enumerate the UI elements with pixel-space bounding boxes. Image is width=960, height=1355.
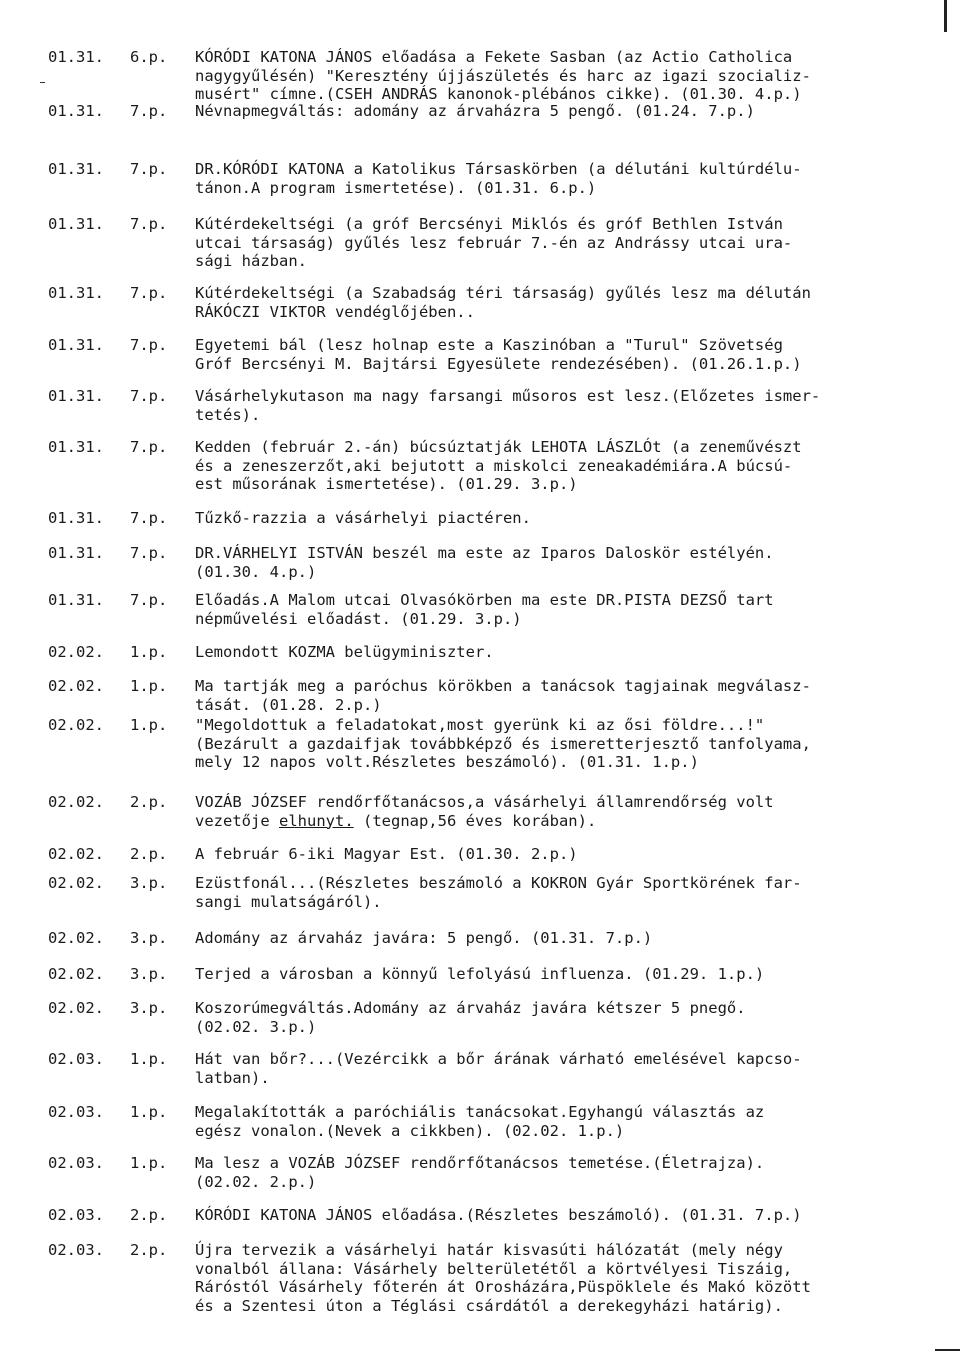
entry-text-line: Előadás.A Malom utcai Olvasókörben ma este DR.PISTA DEZSŐ tart xyxy=(195,591,774,609)
scan-edge-mark xyxy=(944,0,947,32)
entry-text xyxy=(195,215,930,271)
entry-text-line: Terjed a városban a könnyű lefolyású influenza. (01.29. 1.p.) xyxy=(195,965,765,983)
entry-text-line: "Megoldottuk a feladatokat,most gyerünk ki az ősi földre...!" xyxy=(195,716,765,734)
entry-date: 02.02. xyxy=(48,874,104,892)
entry-page: 1.p. xyxy=(130,1050,168,1068)
entry-date: 02.02. xyxy=(48,677,104,695)
entry-text-line: sangi mulatságáról). xyxy=(195,892,382,911)
entry-page: 2.p. xyxy=(130,1206,168,1224)
entry-text-line: Hát van bőr?...(Vezércikk a bőr árának várható emelésével kapcso- xyxy=(195,1050,802,1068)
entry-text xyxy=(195,1154,930,1191)
entry-text-line: (01.30. 4.p.) xyxy=(195,562,317,581)
entry-page: 1.p. xyxy=(130,716,168,734)
entry-page: 7.p. xyxy=(130,591,168,609)
entry-text xyxy=(195,677,930,714)
entry-date: 01.31. xyxy=(48,215,104,233)
entry-text-line: egész vonalon.(Nevek a cikkben). (02.02. 1.p.) xyxy=(195,1121,625,1140)
entry-text-line: tását. (01.28. 2.p.) xyxy=(195,695,382,714)
entry-text-line: (Bezárult a gazdaifjak továbbképző és ismeretterjesztő tanfolyama, xyxy=(195,734,811,753)
entry-date: 01.31. xyxy=(48,438,104,456)
entry-page: 7.p. xyxy=(130,438,168,456)
entry-text-line: KÓRÓDI KATONA JÁNOS előadása a Fekete Sasban (az Actio Catholica xyxy=(195,48,793,66)
entry-page: 7.p. xyxy=(130,544,168,562)
entry-date: 01.31. xyxy=(48,336,104,354)
entry-text-line: VOZÁB JÓZSEF rendőrfőtanácsos,a vásárhelyi államrendőrség volt xyxy=(195,793,774,811)
entry-text xyxy=(195,387,930,424)
entry-date: 02.03. xyxy=(48,1050,104,1068)
entry-text-line: nagygyűlésén) "Keresztény újjászületés és harc az igazi szocializ- xyxy=(195,66,811,85)
entry-text-line: és a Szentesi úton a Téglási csárdától a derekegyházi határig). xyxy=(195,1296,783,1315)
entry-page: 1.p. xyxy=(130,643,168,661)
entry-text-line: Gróf Bercsényi M. Bajtársi Egyesülete rendezésében). (01.26.1.p.) xyxy=(195,354,802,373)
entry-text xyxy=(195,544,930,581)
entry-text-line: utcai társaság) gyűlés lesz február 7.-én az Andrássy utcai ura- xyxy=(195,233,793,252)
margin-mark xyxy=(40,82,45,83)
entry-page: 7.p. xyxy=(130,336,168,354)
entry-page: 7.p. xyxy=(130,387,168,405)
entry-text-line: musért" címne.(CSEH ANDRÁS kanonok-plébános cikke). (01.30. 4.p.) xyxy=(195,85,802,103)
entry-text xyxy=(195,965,930,984)
entry-date: 01.31. xyxy=(48,102,104,120)
entry-page: 6.p. xyxy=(130,48,168,66)
entry-page: 1.p. xyxy=(130,1103,168,1121)
entry-text xyxy=(195,591,930,628)
entry-page: 2.p. xyxy=(130,1241,168,1259)
entry-text xyxy=(195,1103,930,1140)
entry-page: 3.p. xyxy=(130,929,168,947)
entry-page: 1.p. xyxy=(130,1154,168,1172)
entry-text-line: Ma lesz a VOZÁB JÓZSEF rendőrfőtanácsos temetése.(Életrajza). xyxy=(195,1154,765,1172)
scan-edge-mark xyxy=(935,1349,960,1351)
entry-date: 02.03. xyxy=(48,1154,104,1172)
entry-page: 7.p. xyxy=(130,215,168,233)
entry-text-line: Megalakították a paróchiális tanácsokat.Egyhangú választás az xyxy=(195,1103,765,1121)
entry-text-line: tetés). xyxy=(195,405,261,424)
entry-text-line: latban). xyxy=(195,1068,270,1087)
entry-text-line: DR.KÓRÓDI KATONA a Katolikus Társaskörben (a délutáni kultúrdélu- xyxy=(195,160,802,178)
entry-text-line: Névnapmegváltás: adomány az árvaházra 5 pengő. (01.24. 7.p.) xyxy=(195,102,755,120)
entry-date: 02.02. xyxy=(48,643,104,661)
entry-date: 01.31. xyxy=(48,509,104,527)
entry-text-line: Újra tervezik a vásárhelyi határ kisvasúti hálózatát (mely négy xyxy=(195,1241,783,1259)
entry-text xyxy=(195,1050,930,1087)
entry-text-line: Egyetemi bál (lesz holnap este a Kaszinóban a "Turul" Szövetség xyxy=(195,336,783,354)
entry-page: 3.p. xyxy=(130,999,168,1017)
entry-text-line: DR.VÁRHELYI ISTVÁN beszél ma este az Iparos Daloskör estélyén. xyxy=(195,544,774,562)
entry-date: 02.03. xyxy=(48,1206,104,1224)
entry-date: 02.02. xyxy=(48,999,104,1017)
entry-text xyxy=(195,1241,930,1315)
entry-text-line: Tűzkő-razzia a vásárhelyi piactéren. xyxy=(195,509,531,527)
entry-text-line: Ráróstól Vásárhely főterén át Orosházára,Püspöklele és Makó között xyxy=(195,1278,811,1296)
entry-date: 01.31. xyxy=(48,387,104,405)
entry-text xyxy=(195,509,930,528)
entry-text-line: vonalból állana: Vásárhely belterületétől a körtvélyesi Tiszáig, xyxy=(195,1259,793,1278)
entry-text xyxy=(195,284,930,321)
entry-text-line: est műsorának ismertetése). (01.29. 3.p.) xyxy=(195,475,578,493)
entry-date: 02.02. xyxy=(48,716,104,734)
entry-date: 02.02. xyxy=(48,929,104,947)
entry-text-line: A február 6-iki Magyar Est. (01.30. 2.p.) xyxy=(195,845,578,863)
entry-page: 7.p. xyxy=(130,160,168,178)
entry-text-line: Kútérdekeltségi (a gróf Bercsényi Miklós és gróf Bethlen István xyxy=(195,215,783,233)
entry-text-line: és a zeneszerzőt,aki bejutott a miskolci zeneakadémiára.A búcsú- xyxy=(195,456,793,475)
entry-date: 01.31. xyxy=(48,48,104,66)
entry-page: 1.p. xyxy=(130,677,168,695)
entry-page: 7.p. xyxy=(130,284,168,302)
entry-text xyxy=(195,929,930,948)
entry-text-line: vezetője elhunyt. (tegnap,56 éves korában). xyxy=(195,811,597,830)
entry-text xyxy=(195,48,930,104)
entry-page: 2.p. xyxy=(130,793,168,811)
entry-text xyxy=(195,643,930,662)
entry-text xyxy=(195,1206,930,1225)
entry-date: 01.31. xyxy=(48,284,104,302)
entry-text-line: népművelési előadást. (01.29. 3.p.) xyxy=(195,609,522,628)
entry-page: 7.p. xyxy=(130,102,168,120)
entry-date: 02.02. xyxy=(48,845,104,863)
entry-page: 3.p. xyxy=(130,965,168,983)
entry-date: 02.03. xyxy=(48,1241,104,1259)
entry-text-line: (02.02. 2.p.) xyxy=(195,1172,317,1191)
entry-text xyxy=(195,999,930,1036)
entry-text xyxy=(195,874,930,911)
entry-text-line: Ma tartják meg a paróchus körökben a tanácsok tagjainak megválasz- xyxy=(195,677,811,695)
entry-text-line: Kedden (február 2.-án) búcsúztatják LEHOTA LÁSZLÓt (a zeneművészt xyxy=(195,438,802,456)
entry-text-line: mely 12 napos volt.Részletes beszámoló). (01.31. 1.p.) xyxy=(195,753,699,771)
entry-date: 02.02. xyxy=(48,793,104,811)
underlined-word: elhunyt. xyxy=(279,811,354,830)
entry-text-line: Vásárhelykutason ma nagy farsangi műsoros est lesz.(Előzetes ismer- xyxy=(195,387,821,405)
entry-text xyxy=(195,845,930,864)
entry-text-line: Ezüstfonál...(Részletes beszámoló a KOKRON Gyár Sportkörének far- xyxy=(195,874,802,892)
entry-text-line: sági házban. xyxy=(195,252,307,270)
entry-text-line: Adomány az árvaház javára: 5 pengő. (01.31. 7.p.) xyxy=(195,929,653,947)
entry-text xyxy=(195,716,930,772)
entry-date: 01.31. xyxy=(48,544,104,562)
entry-page: 3.p. xyxy=(130,874,168,892)
entry-text-line: tánon.A program ismertetése). (01.31. 6.p.) xyxy=(195,178,597,197)
entry-text-line: Lemondott KOZMA belügyminiszter. xyxy=(195,643,494,661)
entry-text-line: RÁKÓCZI VIKTOR vendéglőjében.. xyxy=(195,302,475,321)
entry-text xyxy=(195,102,930,121)
entry-text-line: Koszorúmegváltás.Adomány az árvaház javára kétszer 5 pnegő. xyxy=(195,999,746,1017)
entry-date: 01.31. xyxy=(48,591,104,609)
entry-page: 2.p. xyxy=(130,845,168,863)
entry-date: 02.03. xyxy=(48,1103,104,1121)
entry-text-line: Kútérdekeltségi (a Szabadság téri társaság) gyűlés lesz ma délután xyxy=(195,284,811,302)
entry-page: 7.p. xyxy=(130,509,168,527)
entry-text xyxy=(195,336,930,373)
entry-text xyxy=(195,160,930,197)
entry-text xyxy=(195,793,930,830)
entry-text-line: (02.02. 3.p.) xyxy=(195,1017,317,1036)
entry-text xyxy=(195,438,930,494)
entry-date: 02.02. xyxy=(48,965,104,983)
entry-date: 01.31. xyxy=(48,160,104,178)
entry-text-line: KÓRÓDI KATONA JÁNOS előadása.(Részletes beszámoló). (01.31. 7.p.) xyxy=(195,1206,802,1224)
